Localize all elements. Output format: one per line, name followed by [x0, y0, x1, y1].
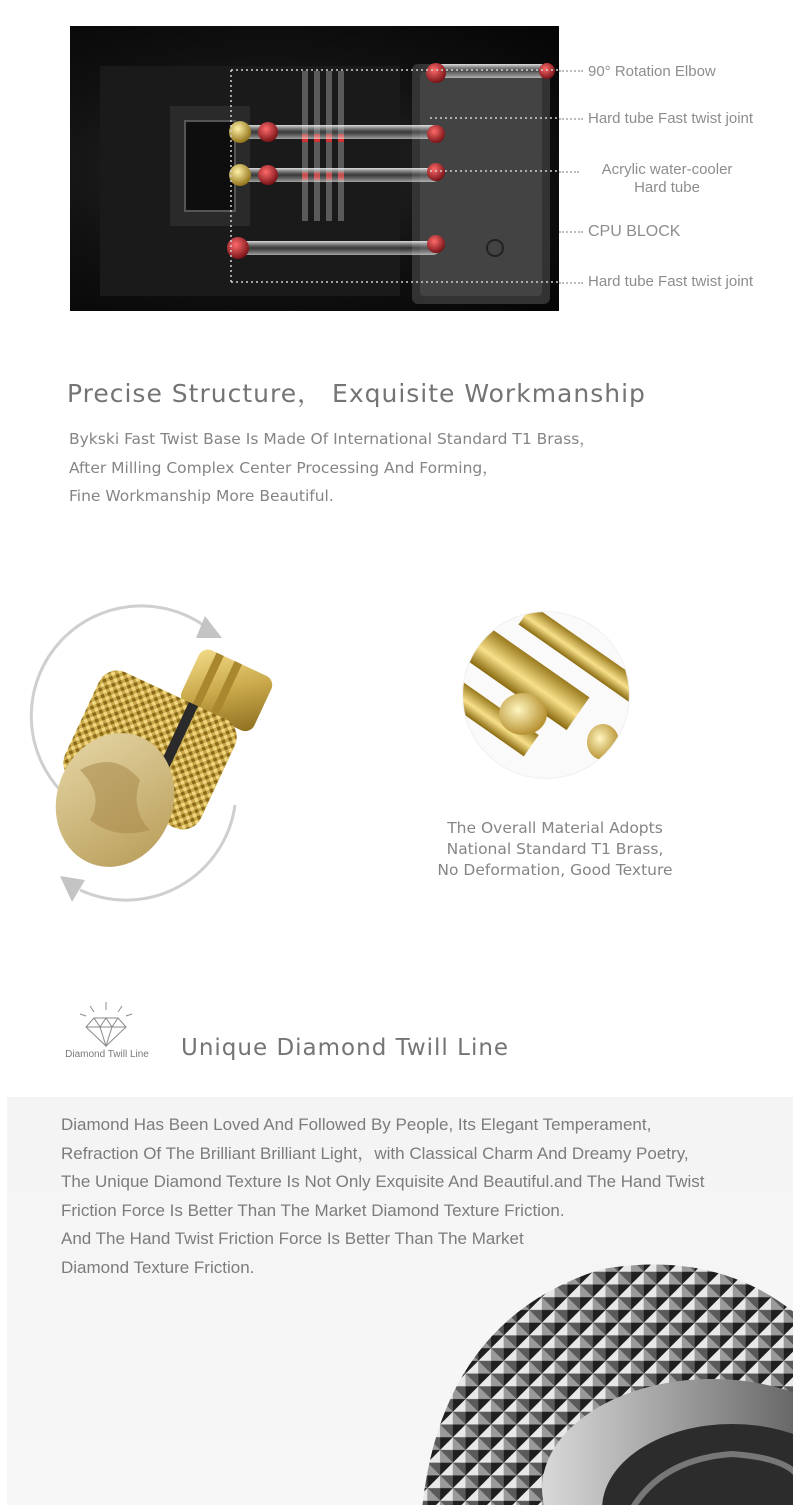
diamond-description [61, 1111, 705, 1283]
callout-leader-joint-top [559, 118, 583, 120]
callout-acrylic-tube-line2: Hard tube [634, 179, 700, 196]
diamond-title: Unique Diamond Twill Line [181, 1035, 510, 1061]
callout-joint-top: Hard tube Fast twist joint [588, 110, 754, 127]
material-line: National Standard T1 Brass, [446, 840, 664, 858]
structure-line: Fine Workmanship More Beautiful. [69, 487, 334, 505]
diamond-line: Diamond Texture Friction. [61, 1257, 255, 1277]
diamond-line: Diamond Has Been Loved And Followed By People, Its Elegant Temperament, [61, 1115, 652, 1134]
diamond-line: Refraction Of The Brilliant Brilliant Light，with Classical Charm And Dreamy Poetry, [61, 1143, 689, 1163]
diamond-badge-label: Diamond Twill Line [65, 1049, 149, 1060]
watercooling-build-photo [70, 26, 559, 311]
structure-description [69, 425, 595, 511]
brass-rods-closeup [463, 612, 629, 778]
material-line: The Overall Material Adopts [447, 819, 663, 837]
callout-joint-bottom: Hard tube Fast twist joint [588, 273, 754, 290]
diamond-icon [74, 998, 138, 1048]
structure-title: Precise Structure， Exquisite Workmanship [67, 379, 646, 408]
callout-leader-cpu-block [559, 231, 583, 233]
structure-line: Bykski Fast Twist Base Is Made Of International Standard T1 Brass， [69, 430, 595, 448]
callout-rotation-elbow: 90° Rotation Elbow [588, 63, 716, 80]
callout-cpu-block: CPU BLOCK [588, 223, 681, 240]
diamond-line: The Unique Diamond Texture Is Not Only Exquisite And Beautiful.and The Hand Twist [61, 1172, 705, 1192]
structure-line: After Milling Complex Center Processing And Forming， [69, 458, 498, 477]
knurled-ring-illustration [402, 1259, 793, 1505]
callout-leader-tube [559, 171, 579, 173]
callout-leader-joint-bottom [559, 282, 583, 284]
material-caption [400, 818, 710, 881]
callout-acrylic-tube [585, 161, 749, 197]
callout-leader-elbow [559, 70, 583, 72]
diamond-line: And The Hand Twist Friction Force Is Better Than The Market [61, 1229, 524, 1249]
diamond-line: Friction Force Is Better Than The Market Diamond Texture Friction. [61, 1200, 565, 1220]
material-line: No Deformation, Good Texture [437, 861, 673, 879]
brass-fitting-illustration [20, 590, 310, 930]
callout-acrylic-tube-line1: Acrylic water-cooler [601, 161, 733, 178]
